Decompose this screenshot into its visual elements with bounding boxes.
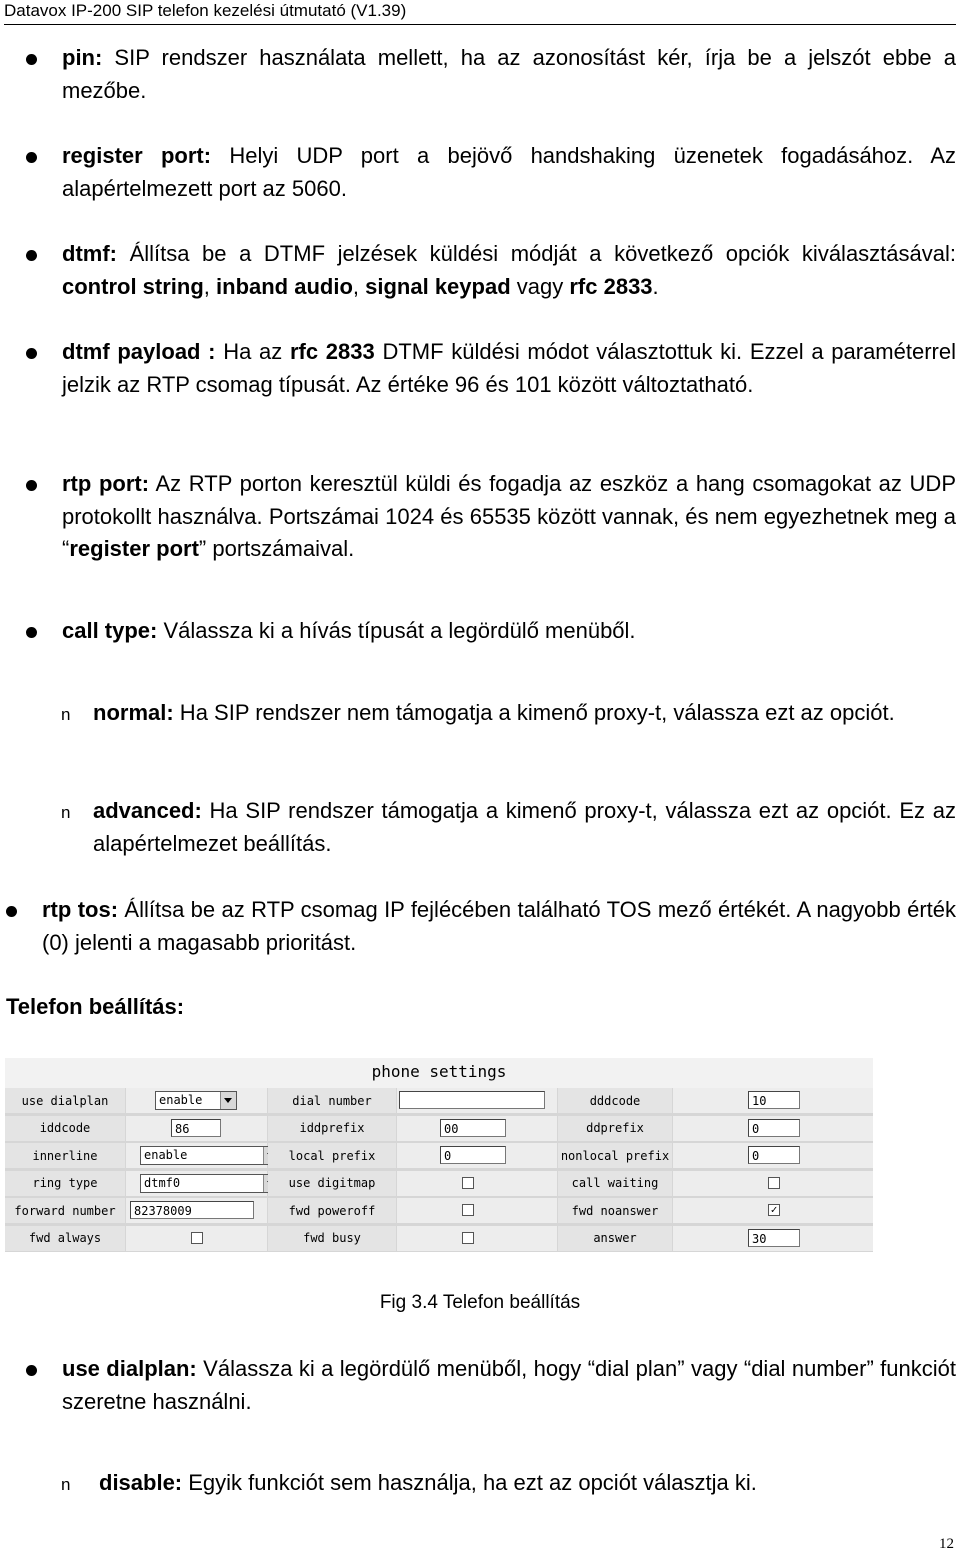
bullet-use-dialplan [62, 1353, 956, 1418]
field-label: forward number [5, 1198, 125, 1223]
checkbox-call-waiting[interactable] [768, 1177, 780, 1189]
sub-bullet-advanced [61, 795, 956, 860]
section-heading: Telefon beállítás: [6, 994, 185, 1019]
option: inband audio [216, 273, 353, 299]
text: Állítsa be az RTP csomag IP fejlécében található TOS mező értékét. A nagyobb érték (0) jelenti a magasabb prioritást. [42, 897, 957, 955]
input-answer[interactable]: 30 [748, 1229, 800, 1247]
option: rfc 2833 [569, 273, 653, 299]
settings-row [5, 1116, 873, 1142]
field-label: fwd poweroff [268, 1198, 396, 1223]
figure-caption: Fig 3.4 Telefon beállítás [379, 1292, 581, 1313]
field-cell [673, 1143, 873, 1168]
field-cell [126, 1088, 267, 1113]
settings-row [5, 1143, 873, 1169]
term: call type: [62, 618, 158, 643]
select-use-dialplan[interactable] [155, 1091, 237, 1110]
chevron-down-icon[interactable] [220, 1092, 236, 1109]
bullet-dot-icon [26, 1365, 37, 1376]
text: Válassza ki a hívás típusát a legördülő menüből. [157, 618, 636, 643]
select-value: dtmf0 [144, 1175, 181, 1190]
text: Helyi UDP port a bejövő handshaking üzenetek fogadásához. Az alapértelmezett port az 5060. [62, 143, 956, 201]
field-label: innerline [5, 1143, 125, 1168]
term: rtp port: [62, 471, 150, 496]
field-label: ddprefix [558, 1116, 672, 1141]
field-cell [126, 1198, 267, 1223]
field-cell [126, 1116, 267, 1141]
input-iddcode[interactable]: 86 [171, 1119, 221, 1137]
page-header: Datavox IP-200 SIP telefon kezelési útmutató (V1.39) [4, 0, 956, 25]
bullet-dot-icon [26, 627, 37, 638]
term: rtp tos: [42, 897, 119, 922]
field-cell [673, 1116, 873, 1141]
option: control string [62, 273, 204, 299]
field-label: dddcode [558, 1088, 672, 1113]
text: DTMF küldési módot választottuk ki. Ezzel a paraméterrel jelzik az RTP csomag típusát. Az értéke 96 és 101 között változtatható. [62, 339, 956, 397]
term: normal: [93, 700, 174, 725]
text: Ha az [215, 339, 290, 364]
select-value: enable [159, 1093, 203, 1107]
field-label: local prefix [268, 1143, 396, 1168]
sep: , [203, 273, 217, 299]
settings-row [5, 1226, 873, 1252]
text: ” portszámaival. [198, 536, 355, 561]
text: SIP rendszer használata mellett, ha az azonosítást kér, írja be a jelszót ebbe a mezőbe. [62, 45, 956, 103]
bullet-dot-icon [26, 152, 37, 163]
field-cell [397, 1116, 557, 1141]
checkbox-fwd-always[interactable] [191, 1232, 203, 1244]
field-label: fwd busy [268, 1226, 396, 1251]
field-label: dial number [268, 1088, 396, 1113]
input-dddcode[interactable]: 10 [748, 1091, 800, 1109]
sub-bullet-marker: n [61, 1475, 71, 1494]
field-cell [397, 1088, 557, 1113]
checkbox-fwd-noanswer[interactable]: ✓ [768, 1204, 780, 1216]
bullet-dot-icon [26, 250, 37, 261]
bullet-rtp-port [62, 468, 956, 566]
checkbox-fwd-busy[interactable] [462, 1232, 474, 1244]
input-local-prefix[interactable]: 0 [440, 1146, 506, 1164]
select-ring-type[interactable] [140, 1174, 280, 1193]
term: use dialplan: [62, 1356, 197, 1381]
sub-bullet-marker: n [61, 705, 71, 724]
text: Ha SIP rendszer támogatja a kimenő proxy-t, válassza ezt az opciót. Ez az alapértelmezet beállítás. [93, 798, 956, 856]
field-label: ring type [5, 1171, 125, 1196]
term: pin: [62, 45, 103, 70]
field-cell [673, 1088, 873, 1113]
bullet-rtp-tos [42, 894, 956, 959]
field-cell [397, 1198, 557, 1223]
input-nonlocal-prefix[interactable]: 0 [748, 1146, 800, 1164]
sub-bullet-disable [61, 1467, 956, 1500]
settings-row [5, 1198, 873, 1224]
bullet-dtmf [62, 238, 956, 303]
field-cell [397, 1171, 557, 1196]
field-label: fwd always [5, 1226, 125, 1251]
bullet-dot-icon [26, 54, 37, 65]
term: register port: [62, 143, 212, 168]
input-ddprefix[interactable]: 0 [748, 1119, 800, 1137]
checkbox-use-digitmap[interactable] [462, 1177, 474, 1189]
field-label: iddprefix [268, 1116, 396, 1141]
field-label: use digitmap [268, 1171, 396, 1196]
term: dtmf payload : [62, 339, 216, 364]
field-cell [673, 1198, 873, 1223]
field-cell [126, 1171, 267, 1196]
field-label: iddcode [5, 1116, 125, 1141]
field-cell [126, 1226, 267, 1251]
bullet-call-type [62, 615, 956, 648]
end: . [652, 273, 659, 299]
field-label: nonlocal prefix [558, 1143, 672, 1168]
bullet-dtmf-payload [62, 336, 956, 401]
text: Válassza ki a legördülő menüből, hogy “dial plan” vagy “dial number” funkciót szeretne használni. [62, 1356, 956, 1414]
select-value: enable [144, 1148, 188, 1162]
bullet-dot-icon [6, 906, 17, 917]
field-cell [397, 1226, 557, 1251]
text: Az RTP porton keresztül küldi és fogadja az eszköz a hang csomagokat az UDP protokollt használva. Portszámai 1024 és 65535 között vannak, és nem egyezhetnek meg a “ [62, 471, 956, 561]
sep: vagy [510, 273, 570, 299]
sub-bullet-normal [61, 697, 956, 730]
settings-row [5, 1171, 873, 1197]
field-cell [126, 1143, 267, 1168]
field-label: answer [558, 1226, 672, 1251]
term: advanced: [93, 798, 202, 823]
field-label: use dialplan [5, 1088, 125, 1113]
checkbox-fwd-poweroff[interactable] [462, 1204, 474, 1216]
field-cell [673, 1226, 873, 1251]
option: signal keypad [365, 273, 511, 299]
register-port: register port [69, 536, 199, 561]
bullet-register-port [62, 140, 956, 205]
bullet-dot-icon [26, 348, 37, 359]
term: disable: [99, 1470, 183, 1495]
input-iddprefix[interactable]: 00 [440, 1119, 506, 1137]
rfc: rfc 2833 [289, 339, 375, 364]
sub-bullet-marker: n [61, 803, 71, 822]
text: Egyik funkciót sem használja, ha ezt az opciót választja ki. [182, 1470, 757, 1495]
field-label: fwd noanswer [558, 1198, 672, 1223]
select-innerline[interactable] [140, 1146, 280, 1165]
input-forward-number[interactable]: 82378009 [130, 1201, 254, 1219]
settings-row [5, 1088, 873, 1114]
sep: , [352, 273, 366, 299]
input-dial-number[interactable] [399, 1091, 545, 1109]
field-label: call waiting [558, 1171, 672, 1196]
bullet-dot-icon [26, 480, 37, 491]
text: Ha SIP rendszer nem támogatja a kimenő proxy-t, válassza ezt az opciót. [173, 700, 895, 725]
page-number: 12 [939, 1536, 954, 1552]
term: dtmf: [62, 241, 117, 266]
phone-settings-panel [5, 1058, 873, 1252]
field-cell [673, 1171, 873, 1196]
field-cell [397, 1143, 557, 1168]
panel-title: phone settings [5, 1058, 873, 1088]
bullet-pin [62, 42, 956, 107]
text: Állítsa be a DTMF jelzések küldési módját a következő opciók kiválasztásával: [116, 241, 956, 266]
